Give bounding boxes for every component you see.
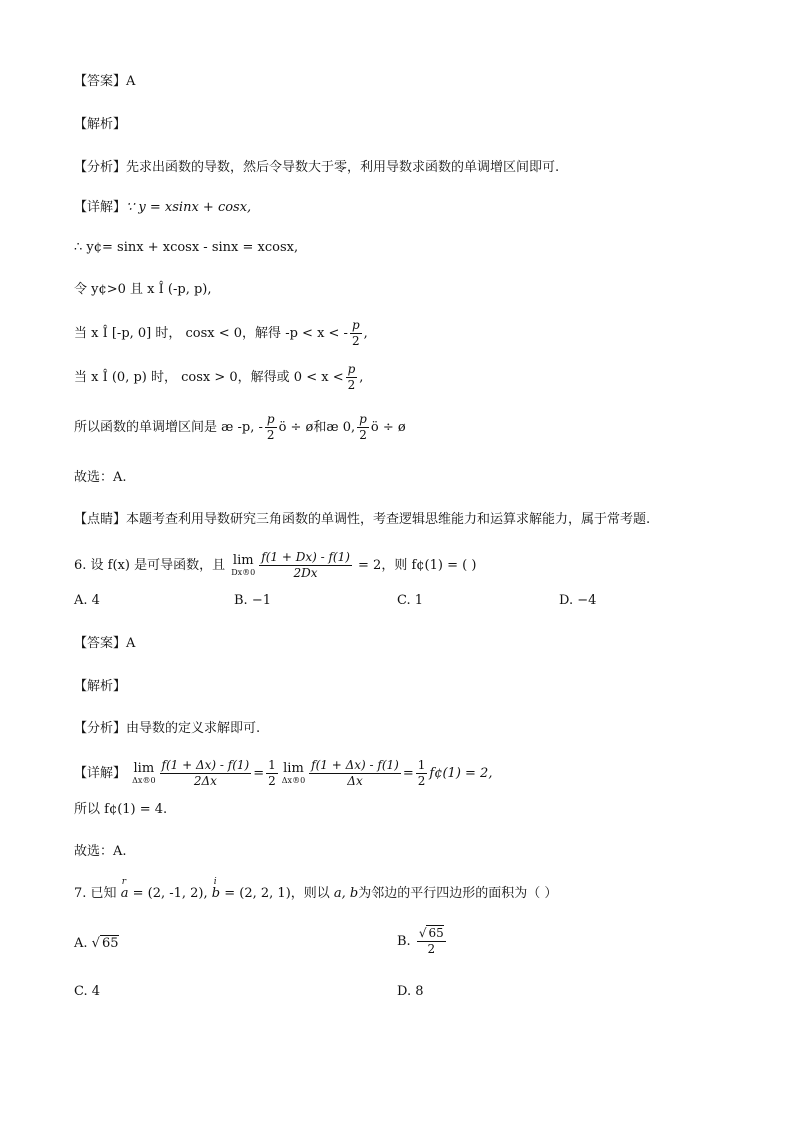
q6-xiangjie-line xyxy=(74,758,492,789)
q6-xiangjie-tag: 【详解】 xyxy=(74,766,127,781)
q7-option-a[interactable] xyxy=(74,934,119,954)
dianjing-text: 本题考查利用导数研究三角函数的单调性，考查逻辑思维能力和运算求解能力，属于常考题. xyxy=(126,512,651,527)
case2-suffix: , xyxy=(359,370,364,385)
q6-d-frac1-num: f(1 + Δx) - f(1) xyxy=(161,758,250,772)
q6-choice: 故选：A. xyxy=(74,844,127,859)
interval1-fraction xyxy=(265,412,277,443)
q6-frac-den: 2Dx xyxy=(293,566,318,580)
case2-num: p xyxy=(347,362,356,376)
q6-option-c-label: C. 1 xyxy=(397,593,424,608)
fenxi-text: 先求出函数的导数，然后令导数大于零，利用导数求函数的单调增区间即可. xyxy=(126,160,560,175)
q6-therefore-line xyxy=(74,800,167,820)
q6-d-half-den: 2 xyxy=(268,774,276,788)
case2-prefix: 当 x Î (0, p) 时， cosx > 0，解得或 0 < x < xyxy=(74,370,344,385)
xiangjie-tag: 【详解】 xyxy=(74,200,127,215)
function-expr: ∵ y = xsinx + cosx, xyxy=(126,200,252,215)
q7-option-a-radicand: 65 xyxy=(101,936,119,951)
q6-d-lim2-top: lim xyxy=(283,761,304,776)
q7-option-a-sqrt: √ 65 xyxy=(91,936,119,951)
q6-d-lim2-sub: Δx®0 xyxy=(281,776,306,785)
result-and: 和 xyxy=(313,420,327,435)
q7-vec-a-val: = (2, -1, 2), xyxy=(132,886,208,901)
result-prefix: 所以函数的单调增区间是 xyxy=(74,420,218,435)
q6-d-lim-top: lim xyxy=(133,761,155,776)
q6-option-b-label: B. −1 xyxy=(234,593,271,608)
answer-line-5 xyxy=(74,72,135,92)
case1-num: p xyxy=(351,318,360,332)
q6-lim-top: lim xyxy=(232,553,254,568)
q7-option-b-radicand: 65 xyxy=(428,926,444,940)
q6-fenxi-tag: 【分析】 xyxy=(74,721,127,736)
q7-vec-a: r a xyxy=(121,884,129,904)
interval2-close: ö ÷ ø xyxy=(370,420,406,435)
derivative-line xyxy=(74,238,298,258)
analysis-heading-5 xyxy=(74,115,126,135)
fenxi-line-6 xyxy=(74,719,260,739)
q6-option-b[interactable] xyxy=(234,591,271,611)
q7-option-b-fraction xyxy=(417,926,446,957)
interval2-num: p xyxy=(359,412,367,426)
q6-answer-tag: 【答案】 xyxy=(74,636,127,651)
q6-lim-sub: Dx®0 xyxy=(231,568,256,577)
q6-d-limit xyxy=(132,762,155,785)
q6-frac-num: f(1 + Dx) - f(1) xyxy=(261,550,350,564)
q6-therefore: 所以 f¢(1) = 4. xyxy=(74,802,168,817)
q6-d-eq1: = xyxy=(253,766,265,781)
interval1-den: 2 xyxy=(266,428,275,442)
q6-d-tail: f¢(1) = 2, xyxy=(429,766,493,781)
result-line xyxy=(74,412,406,443)
q7-option-a-label: A. xyxy=(74,936,88,951)
q6-d-lim-sub: Δx®0 xyxy=(132,776,156,785)
q6-limit xyxy=(231,554,255,577)
q6-analysis-tag: 【解析】 xyxy=(74,679,127,694)
fenxi-line-5 xyxy=(74,158,559,178)
case1-prefix: 当 x Î [-p, 0] 时， cosx < 0，解得 -p < x < - xyxy=(74,326,348,341)
q6-d-eq2: = xyxy=(402,766,414,781)
ling-expr: 令 y¢>0 且 x Î (-p, p), xyxy=(74,282,212,297)
q7-option-b-num: √ 65 xyxy=(418,926,444,940)
interval1-num: p xyxy=(266,412,275,426)
q7-stem-suffix: 为邻边的平行四边形的面积为（ ） xyxy=(358,886,558,901)
q6-d-frac2-num: f(1 + Δx) - f(1) xyxy=(311,758,399,772)
q6-fraction xyxy=(259,550,352,581)
choice-text: 故选：A. xyxy=(74,470,127,485)
q6-option-a[interactable] xyxy=(74,591,100,611)
interval1-open: æ -p, - xyxy=(221,420,263,435)
q7-option-d-label: D. 8 xyxy=(397,984,424,999)
q7-vec-b-val: = (2, 2, 1)，则以 xyxy=(224,886,330,901)
q6-stem-prefix: 6. 设 f(x) 是可导函数，且 xyxy=(74,558,226,573)
choice-line-5 xyxy=(74,468,127,488)
q6-d-frac2-den: Δx xyxy=(347,774,363,788)
q7-option-c[interactable] xyxy=(74,982,100,1002)
q6-d-frac2 xyxy=(309,758,401,789)
q6-answer-value: A xyxy=(126,636,136,651)
q6-d-frac1 xyxy=(160,758,252,789)
interval2-open: æ 0, xyxy=(326,420,356,435)
q7-option-b[interactable] xyxy=(397,926,448,957)
q7-option-b-label: B. xyxy=(397,934,411,949)
fenxi-tag: 【分析】 xyxy=(74,160,127,175)
interval2-den: 2 xyxy=(359,428,367,442)
ling-line xyxy=(74,280,211,300)
q6-option-a-label: A. 4 xyxy=(74,593,100,608)
q7-option-b-den: 2 xyxy=(427,942,436,956)
interval2-fraction xyxy=(357,412,369,443)
q6-d-half2-num: 1 xyxy=(417,758,426,772)
q7-vec-ab: a, b xyxy=(333,886,359,901)
q6-stem-suffix: = 2，则 f¢(1) = ( ) xyxy=(358,558,477,573)
choice-line-6 xyxy=(74,842,127,862)
q6-d-half2 xyxy=(416,758,428,789)
analysis-heading-6 xyxy=(74,677,126,697)
dianjing-line xyxy=(74,510,650,530)
q7-stem-prefix: 7. 已知 xyxy=(74,886,117,901)
answer-tag: 【答案】 xyxy=(74,74,127,89)
q6-fenxi-text: 由导数的定义求解即可. xyxy=(126,721,261,736)
case1-den: 2 xyxy=(351,334,360,348)
q7-vec-b: i b xyxy=(212,884,220,904)
q6-d-limit2 xyxy=(282,762,305,785)
answer-value: A xyxy=(126,74,136,89)
answer-line-6 xyxy=(74,634,135,654)
interval1-close: ö ÷ ø xyxy=(278,420,314,435)
q6-option-d[interactable] xyxy=(559,591,596,611)
q7-stem xyxy=(74,884,557,904)
analysis-tag: 【解析】 xyxy=(74,117,127,132)
case1-fraction xyxy=(350,318,362,349)
q7-option-c-label: C. 4 xyxy=(74,984,101,999)
derivative-expr: ∴ y¢= sinx + xcosx - sinx = xcosx, xyxy=(74,240,299,255)
dianjing-tag: 【点睛】 xyxy=(74,512,127,527)
xiangjie-line-5 xyxy=(74,198,251,218)
q6-d-half2-den: 2 xyxy=(417,774,426,788)
case2-den: 2 xyxy=(347,378,356,392)
case2-fraction xyxy=(346,362,358,393)
q6-d-half xyxy=(266,758,278,789)
case1-suffix: , xyxy=(363,326,368,341)
case2-line xyxy=(74,362,363,393)
q6-stem xyxy=(74,550,476,581)
q6-option-d-label: D. −4 xyxy=(559,593,597,608)
case1-line xyxy=(74,318,368,349)
q6-option-c[interactable] xyxy=(397,591,423,611)
q6-d-frac1-den: 2Δx xyxy=(193,774,217,788)
q6-d-half-num: 1 xyxy=(268,758,276,772)
q7-option-d[interactable] xyxy=(397,982,424,1002)
